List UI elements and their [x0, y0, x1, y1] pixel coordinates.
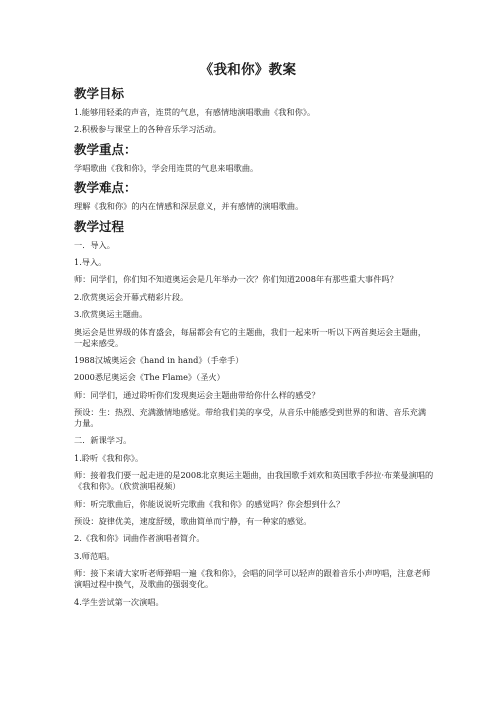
paragraph: 奥运会是世界级的体育盛会，每届都会有它的主题曲，我们一起来听一听以下两首奥运会主题曲，一起来感受。 — [74, 326, 427, 348]
paragraph: 一．导入。 — [74, 239, 115, 250]
paragraph: 师：听完歌曲后，你能说说听完歌曲《我和你》的感觉吗？你会想到什么？ — [74, 498, 345, 509]
section-heading-difficulties: 教学难点： — [74, 180, 137, 196]
paragraph: 2.欣赏奥运会开幕式精彩片段。 — [74, 291, 189, 302]
paragraph: 1.能够用轻柔的声音，连贯的气息，有感情地演唱歌曲《我和你》。 — [74, 107, 316, 117]
paragraph: 师：同学们，通过聆听你们发现奥运会主题曲带给你什么样的感受？ — [74, 389, 320, 400]
document-body — [74, 86, 434, 614]
paragraph: 理解《我和你》的内在情感和深层意义，并有感情的演唱歌曲。 — [74, 201, 304, 212]
paragraph: 2000悉尼奥运会《The Flame》（圣火） — [74, 372, 225, 383]
paragraph: 3.师范唱。 — [74, 550, 115, 561]
paragraph: 学唱歌曲《我和你》，学会用连贯的气息来唱歌曲。 — [74, 162, 259, 173]
paragraph: 预设：旋律优美，速度舒缓，歌曲简单而宁静，有一种家的感觉。 — [74, 516, 312, 527]
paragraph: 4.学生尝试第一次演唱。 — [74, 596, 164, 607]
paragraph: 1988汉城奥运会《hand in hand》（手牵手） — [74, 354, 244, 365]
section-heading-goals: 教学目标 — [74, 86, 125, 101]
paragraph: 1.导入。 — [74, 256, 107, 267]
paragraph: 2.积极参与课堂上的各种音乐学习活动。 — [74, 124, 221, 135]
document-title: 《我和你》教案 — [199, 62, 297, 78]
paragraph: 3.欣赏奥运主题曲。 — [74, 309, 148, 320]
paragraph: 2.《我和你》词曲作者演唱者简介。 — [74, 533, 205, 544]
paragraph: 预设：生：热烈、充满激情地感觉。带给我们美的享受，从音乐中能感受到世界的和谐、音乐充满力量。 — [74, 407, 427, 429]
paragraph: 二．新课学习。 — [74, 435, 132, 446]
section-heading-process: 教学过程 — [74, 218, 125, 234]
paragraph: 师：同学们，你们知不知道奥运会是几年举办一次？你们知道2008年有那些重大事件吗？ — [74, 274, 398, 285]
section-heading-key-points: 教学重点： — [74, 141, 137, 157]
paragraph: 师：接下来请大家听老师弹唱一遍《我和你》，会唱的同学可以轻声的跟着音乐小声哼唱，注意老师演唱过程中换气，及歌曲的强弱变化。 — [74, 568, 431, 590]
paragraph: 1.聆听《我和你》。 — [74, 452, 144, 463]
paragraph: 师：接着我们要一起走进的是2008北京奥运主题曲，由我国歌手刘欢和英国歌手莎拉·布莱曼演唱的《我和你》。（欣赏演唱视频） — [74, 470, 434, 492]
